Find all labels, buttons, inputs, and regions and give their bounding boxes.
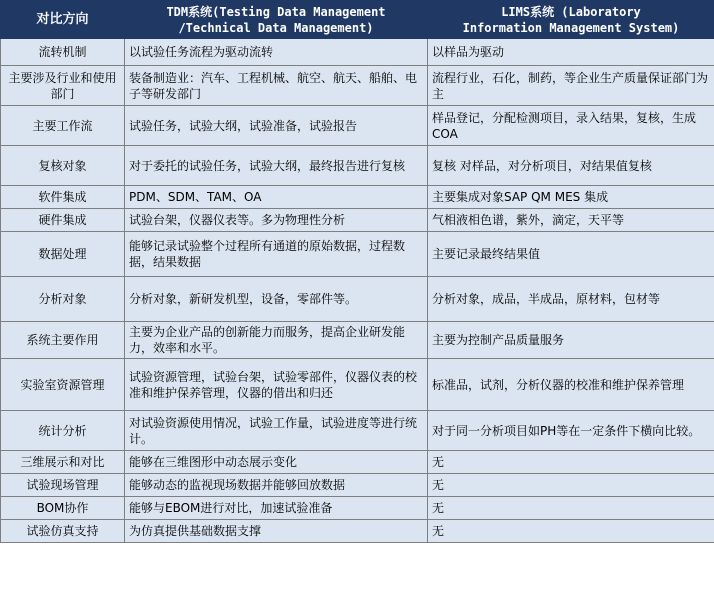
table-row: [1, 474, 714, 497]
row-tdm-cell: 试验资源管理，试验台架，试验零部件，仪器仪表的校准和维护保养管理，仪器的借出和归还: [125, 359, 428, 411]
row-aspect-cell: 实验室资源管理: [1, 359, 125, 411]
row-tdm-cell: 能够动态的监视现场数据并能够回放数据: [125, 474, 428, 497]
row-lims-cell: 主要为控制产品质量服务: [428, 322, 714, 359]
row-lims-cell: 主要集成对象SAP QM MES 集成: [428, 186, 714, 209]
table-row: [1, 66, 714, 106]
table-row: [1, 497, 714, 520]
row-aspect-cell: 流转机制: [1, 39, 125, 66]
table-row: [1, 146, 714, 186]
row-lims-cell: 无: [428, 520, 714, 543]
table-row: [1, 451, 714, 474]
row-lims-cell: 以样品为驱动: [428, 39, 714, 66]
row-tdm-cell: 试验台架，仪器仪表等。多为物理性分析: [125, 209, 428, 232]
row-aspect-cell: 系统主要作用: [1, 322, 125, 359]
row-lims-cell: 主要记录最终结果值: [428, 232, 714, 277]
row-tdm-cell: 对于委托的试验任务，试验大纲，最终报告进行复核: [125, 146, 428, 186]
row-lims-cell: 复核 对样品，对分析项目，对结果值复核: [428, 146, 714, 186]
table-row: [1, 411, 714, 451]
row-lims-cell: 样品登记，分配检测项目，录入结果，复核，生成COA: [428, 106, 714, 146]
row-aspect-cell: 硬件集成: [1, 209, 125, 232]
row-aspect-cell: 主要工作流: [1, 106, 125, 146]
header-lims: LIMS系统 (Laboratory Information Management System): [428, 1, 714, 39]
row-tdm-cell: 能够在三维图形中动态展示变化: [125, 451, 428, 474]
row-aspect-cell: 三维展示和对比: [1, 451, 125, 474]
row-aspect-cell: 软件集成: [1, 186, 125, 209]
table-row: [1, 232, 714, 277]
row-aspect-cell: 试验现场管理: [1, 474, 125, 497]
table-row: [1, 186, 714, 209]
row-tdm-cell: 装备制造业：汽车、工程机械、航空、航天、船舶、电子等研发部门: [125, 66, 428, 106]
row-aspect-cell: 主要涉及行业和使用部门: [1, 66, 125, 106]
row-lims-cell: 无: [428, 474, 714, 497]
table-row: [1, 520, 714, 543]
table-row: [1, 209, 714, 232]
row-lims-cell: 流程行业，石化，制药，等企业生产质量保证部门为主: [428, 66, 714, 106]
table-row: [1, 277, 714, 322]
row-aspect-cell: 统计分析: [1, 411, 125, 451]
table-row: [1, 106, 714, 146]
row-aspect-cell: 复核对象: [1, 146, 125, 186]
row-lims-cell: 对于同一分析项目如PH等在一定条件下横向比较。: [428, 411, 714, 451]
row-lims-cell: 无: [428, 497, 714, 520]
header-aspect: 对比方向: [1, 1, 125, 39]
row-tdm-cell: 以试验任务流程为驱动流转: [125, 39, 428, 66]
row-aspect-cell: 分析对象: [1, 277, 125, 322]
row-lims-cell: 分析对象，成品，半成品，原材料，包材等: [428, 277, 714, 322]
table-row: [1, 39, 714, 66]
table-row: [1, 322, 714, 359]
row-tdm-cell: 能够记录试验整个过程所有通道的原始数据，过程数据，结果数据: [125, 232, 428, 277]
row-lims-cell: 标准品，试剂，分析仪器的校准和维护保养管理: [428, 359, 714, 411]
row-lims-cell: 无: [428, 451, 714, 474]
header-tdm: TDM系统(Testing Data Management /Technical Data Management): [125, 1, 428, 39]
row-aspect-cell: 数据处理: [1, 232, 125, 277]
row-aspect-cell: BOM协作: [1, 497, 125, 520]
table-row: [1, 359, 714, 411]
row-tdm-cell: 对试验资源使用情况，试验工作量，试验进度等进行统计。: [125, 411, 428, 451]
row-tdm-cell: 能够与EBOM进行对比，加速试验准备: [125, 497, 428, 520]
row-lims-cell: 气相液相色谱，紫外，滴定，天平等: [428, 209, 714, 232]
row-tdm-cell: PDM、SDM、TAM、OA: [125, 186, 428, 209]
row-aspect-cell: 试验仿真支持: [1, 520, 125, 543]
row-tdm-cell: 为仿真提供基础数据支撑: [125, 520, 428, 543]
table-body: [1, 39, 714, 543]
row-tdm-cell: 试验任务，试验大纲，试验准备，试验报告: [125, 106, 428, 146]
row-tdm-cell: 主要为企业产品的创新能力而服务，提高企业研发能力，效率和水平。: [125, 322, 428, 359]
row-tdm-cell: 分析对象，新研发机型，设备，零部件等。: [125, 277, 428, 322]
header-row: [1, 1, 714, 39]
